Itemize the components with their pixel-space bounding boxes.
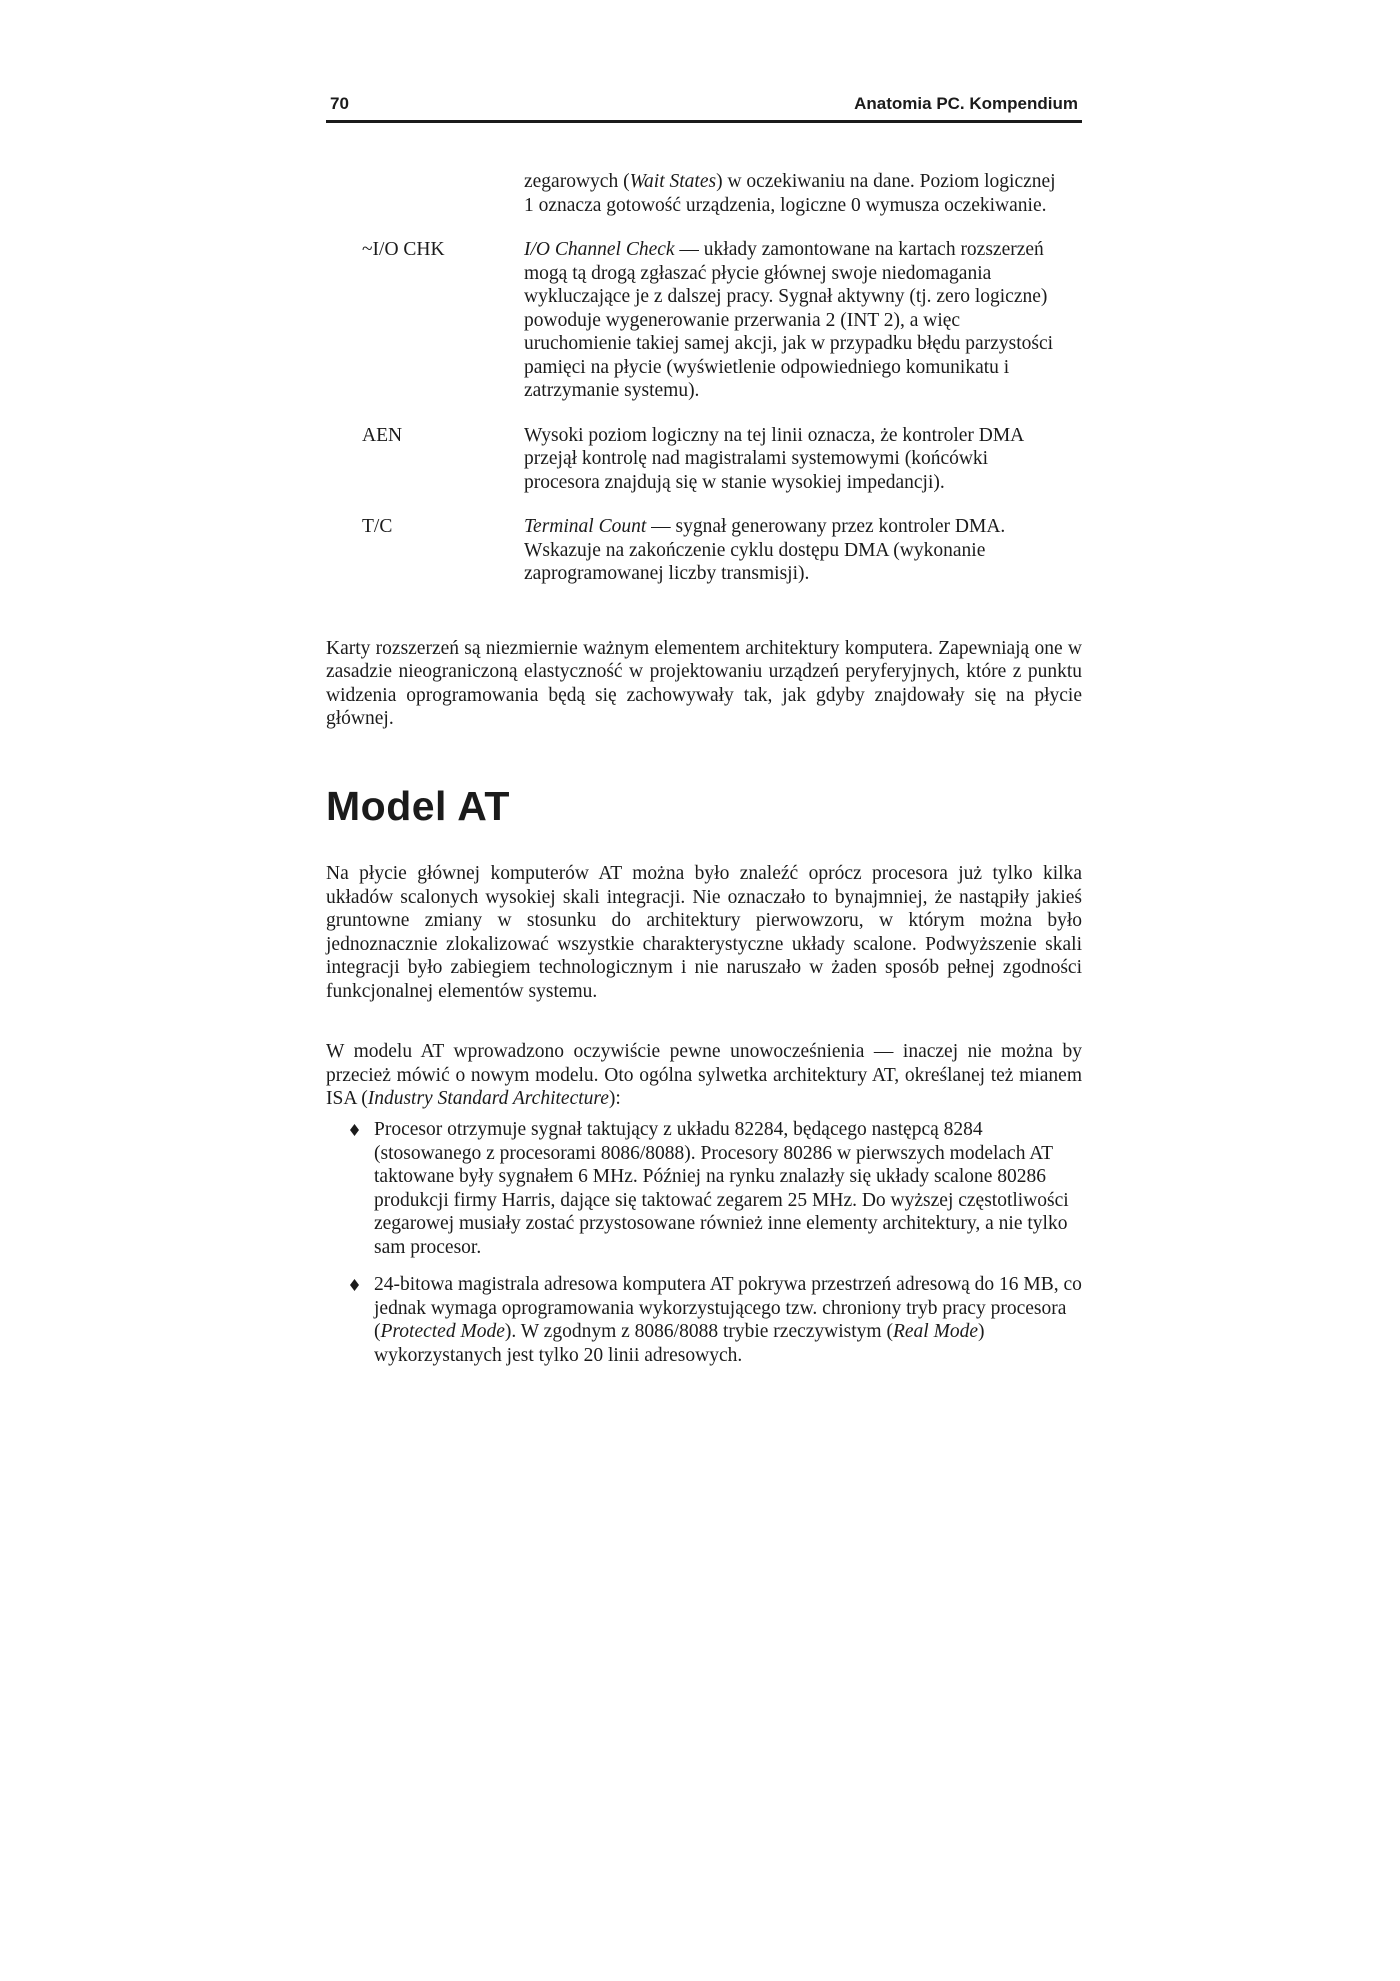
definition-row — [326, 424, 1082, 495]
list-item — [326, 1118, 1082, 1259]
text-run: — sygnał generowany przez kontroler DMA. Wskazuje na zakończenie cyklu dostępu DMA (wykonanie zaprogramowanej liczby transmisji). — [524, 516, 1006, 584]
definition-row — [326, 238, 1082, 403]
definition-row — [326, 515, 1082, 586]
definition-term: T/C — [362, 516, 393, 537]
italic-run: Industry Standard Architecture — [367, 1088, 609, 1109]
italic-run: I/O Channel Check — [524, 239, 675, 260]
text-run: W modelu AT wprowadzono oczywiście pewne unowocześnienia — inaczej nie można by przecież mówić o nowym modelu. Oto ogólna sylwetka architektury AT, określanej też mianem ISA ( — [326, 1041, 1082, 1109]
body-paragraph: Na płycie głównej komputerów AT można było znaleźć oprócz procesora już tylko kilka układów scalonych wysokiej skali integracji. Nie oznaczało to bynajmniej, że nastąpiły jakieś gruntowne zmiany w stosunku do architektury pierwowzoru, w którym można było jednoznacznie zlokalizować wszystkie charakterystyczne układy scalone. Podwyższenie skali integracji było zabiegiem technologicznym i nie naruszało w żaden sposób pełnej zgodności funkcjonalnej elementów systemu. — [326, 863, 1082, 1002]
definition-description — [524, 424, 1058, 495]
text-run: ) wykorzystanych jest tylko 20 linii adresowych. — [374, 1321, 985, 1366]
diamond-bullet-icon — [350, 1279, 359, 1291]
text-run: ) w oczekiwaniu na dane. Poziom logicznej 1 oznacza gotowość urządzenia, logiczne 0 wymusza oczekiwanie. — [524, 171, 1056, 216]
text-run: zegarowych ( — [524, 171, 630, 192]
definition-term: AEN — [362, 424, 403, 446]
definition-description — [524, 515, 1058, 586]
definition-row — [326, 170, 1082, 217]
text-run: 24-bitowa magistrala adresowa komputera AT pokrywa przestrzeń adresową do 16 MB, co jednak wymaga oprogramowania wykorzystującego tzw. chroniony tryb pracy procesora ( — [374, 1274, 1082, 1342]
page-number: 70 — [330, 94, 349, 113]
list-item-text — [374, 1273, 1082, 1367]
definition-description — [524, 170, 1058, 217]
italic-run: Terminal Count — [524, 516, 647, 537]
feature-list — [326, 1118, 1082, 1381]
intro-paragraph: Karty rozszerzeń są niezmiernie ważnym elementem architektury komputera. Zapewniają one w zasadzie nieograniczoną elastyczność w projektowaniu urządzeń peryferyjnych, które z punktu widzenia oprogramowania będą się zachowywały tak, jak gdyby znajdowały się na płycie głównej. — [326, 637, 1082, 729]
book-title: Anatomia PC. Kompendium — [854, 94, 1078, 113]
list-item-text — [374, 1118, 1082, 1259]
text-run: ): — [608, 1088, 621, 1109]
section-title: Model AT — [326, 783, 510, 829]
signal-definitions — [326, 170, 1082, 586]
running-header — [326, 92, 1082, 123]
italic-run: Protected Mode — [380, 1321, 505, 1342]
list-item — [326, 1273, 1082, 1367]
diamond-bullet-icon — [350, 1124, 359, 1136]
text-run: ). W zgodnym z 8086/8088 trybie rzeczywistym ( — [504, 1321, 893, 1342]
text-run: Wysoki poziom logiczny na tej linii oznacza, że kontroler DMA przejął kontrolę nad magistralami systemowymi (końcówki procesora znajdują się w stanie wysokiej impedancji). — [524, 424, 1024, 493]
definition-description — [524, 238, 1058, 403]
definition-term: ~I/O CHK — [362, 239, 445, 260]
body-paragraph — [326, 1040, 1082, 1111]
italic-run: Real Mode — [892, 1321, 978, 1342]
text-run: Procesor otrzymuje sygnał taktujący z układu 82284, będącego następcą 8284 (stosowanego z procesorami 8086/8088). Procesory 80286 w pierwszych modelach AT taktowane były sygnałem 6 MHz. Później na rynku znalazły się układy scalone 80286 produkcji firmy Harris, dające się taktować zegarem 25 MHz. Do wyższej częstotliwości zegarowej musiały zostać przystosowane również inne elementy architektury, a nie tylko sam procesor. — [374, 1119, 1069, 1258]
italic-run: Wait States — [629, 171, 717, 192]
text-run: — układy zamontowane na kartach rozszerzeń mogą tą drogą zgłaszać płycie głównej swoje niedomagania wykluczające je z dalszej pracy. Sygnał aktywny (tj. zero logiczne) powoduje wygenerowanie przerwania 2 (INT 2), a więc uruchomienie takiej samej akcji, jak w przypadku błędu parzystości pamięci na płycie (wyświetlenie odpowiedniego komunikatu i zatrzymanie systemu). — [524, 239, 1054, 401]
